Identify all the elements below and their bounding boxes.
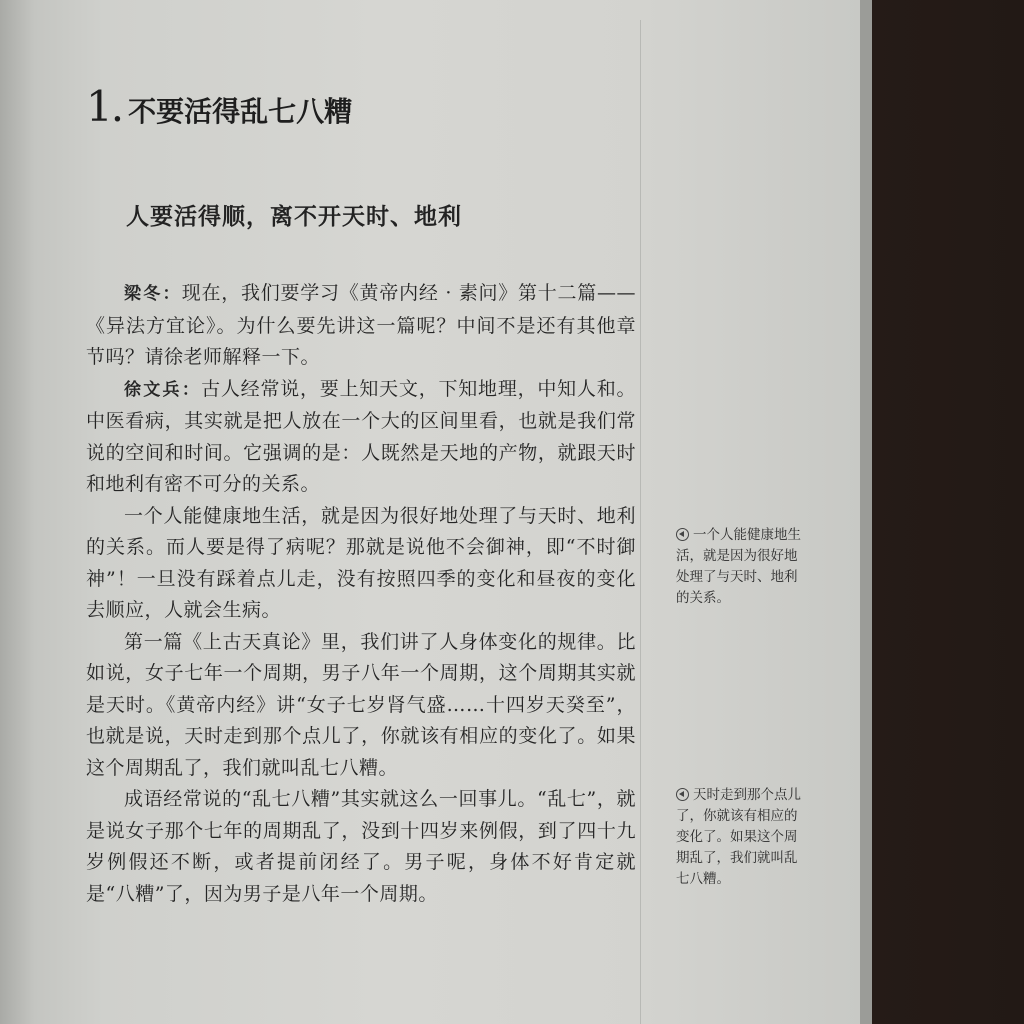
paragraph-text: 成语经常说的“乱七八糟”其实就这么一回事儿。“乱七”，就是说女子那个七年的周期乱了，没到十四岁来例假，到了四十九岁例假还不断，或者提前闭经了。男子呢，身体不好肯定就是“八糟”了，因为男子是八年一个周期。 [86, 788, 636, 905]
paragraph [86, 278, 636, 374]
paragraph-text: 第一篇《上古天真论》里，我们讲了人身体变化的规律。比如说，女子七年一个周期，男子八年一个周期，这个周期其实就是天时。《黄帝内经》讲“女子七岁肾气盛……十四岁天癸至”，也就是说，天时走到那个点儿了，你就该有相应的变化了。如果这个周期乱了，我们就叫乱七八糟。 [86, 630, 636, 779]
chapter-title-text: 不要活得乱七八糟 [128, 95, 353, 128]
body-text [86, 278, 636, 910]
side-note [676, 525, 806, 609]
paragraph [86, 501, 636, 627]
left-arrow-circle-icon [676, 528, 689, 541]
section-heading: 人要活得顺，离不开天时、地利 [126, 203, 462, 230]
speaker-label: 徐文兵： [124, 379, 202, 400]
paragraph-text: 一个人能健康地生活，就是因为很好地处理了与天时、地利的关系。而人要是得了病呢？那就是说他不会御神，即“不时御神”！一旦没有踩着点儿走，没有按照四季的变化和昼夜的变化去顺应，人就会生病。 [86, 504, 636, 621]
speaker-label: 梁冬： [124, 284, 182, 304]
paragraph [86, 374, 636, 501]
side-note [676, 785, 806, 890]
side-note-text: 天时走到那个点儿了，你就该有相应的变化了。如果这个周期乱了，我们就叫乱七八糟。 [676, 787, 801, 887]
paragraph [86, 627, 636, 785]
paragraph-text: 现在，我们要学习《黄帝内经 · 素问》第十二篇——《异法方宜论》。为什么要先讲这一篇呢？中间不是还有其他章节吗？请徐老师解释一下。 [86, 282, 636, 368]
left-arrow-circle-icon [676, 788, 689, 801]
paragraph-text: 古人经常说，要上知天文，下知地理，中知人和。中医看病，其实就是把人放在一个大的区间里看，也就是我们常说的空间和时间。它强调的是：人既然是天地的产物，就跟天时和地利有密不可分的关系。 [86, 377, 636, 495]
chapter-number: 1. [86, 82, 123, 131]
chapter-title [86, 82, 352, 131]
paragraph [86, 784, 636, 910]
side-note-text: 一个人能健康地生活，就是因为很好地处理了与天时、地利的关系。 [676, 527, 801, 606]
margin-rule [640, 20, 641, 1024]
